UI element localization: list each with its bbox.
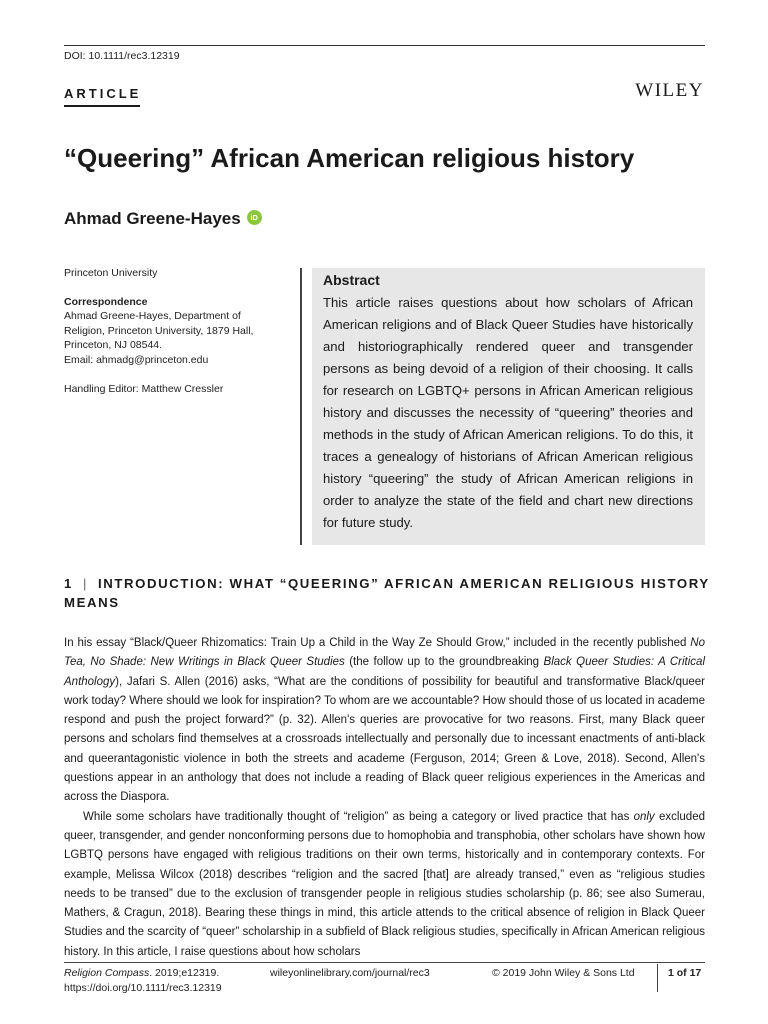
- paragraph-text: In his essay “Black/Queer Rhizomatics: Train Up a Child in the Way Ze Should Grow,” included in the recently published: [64, 637, 691, 649]
- article-type-label: ARTICLE: [64, 86, 142, 101]
- article-label-underline: [64, 105, 140, 107]
- paragraph-text: ), Jafari S. Allen (2016) asks, “What are the conditions of possibility for beautiful and transformative Black/queer work today? Where should we look for inspiration? To whom are we accountable? How should those of us located in academe respond and push the project forward?” (p. 32). Allen's queries are provocative for two reasons. First, many Black queer persons and scholars find themselves at a crossroads intellectually and personally due to incessant enactments of anti-black and queerantagonistic violence in both the streets and academe (Ferguson, 2014; Green & Love, 2018). Second, Allen's questions appear in an anthology that does not include a reading of Black queer religious experiences in the Americas and across the Diaspora.: [64, 675, 705, 804]
- paragraph-text: (the follow up to the groundbreaking: [344, 656, 544, 669]
- journal-name: Religion Compass: [64, 967, 150, 979]
- doi-link[interactable]: https://doi.org/10.1111/rec3.12319: [64, 982, 222, 994]
- section-heading: [64, 575, 714, 612]
- handling-editor: Handling Editor: Matthew Cressler: [64, 382, 224, 395]
- publisher-logo: WILEY: [635, 80, 704, 101]
- journal-site-link[interactable]: wileyonlinelibrary.com/journal/rec3: [270, 967, 430, 979]
- column-divider: [300, 268, 302, 545]
- author-line: [64, 209, 262, 229]
- correspondence-line: Ahmad Greene-Hayes, Department of: [64, 310, 241, 323]
- header-rule: [64, 45, 705, 46]
- copyright-notice: © 2019 John Wiley & Sons Ltd: [492, 967, 635, 979]
- correspondence-line: Religion, Princeton University, 1879 Hall,: [64, 324, 254, 337]
- orcid-icon[interactable]: iD: [247, 210, 262, 225]
- footer-rule: [64, 962, 705, 963]
- paragraph-text: excluded queer, transgender, and gender nonconforming persons due to homophobia and transphobia, other scholars have shown how LGBTQ persons have engaged with religious traditions on their own terms, historically and in contemporary contexts. For example, Melissa Wilcox (2018) describes “religion and the sacred [that] are already transed,” even as “religious studies needs to be transed” due to the exclusion of transgender people in religious studies scholarship (p. 86; see also Sumerau, Mathers, & Cragun, 2018). Bearing these things in mind, this article attends to the critical absence of religion in Black Queer Studies and the scarcity of “queer” scholarship in a subfield of Black religious studies, specifically in African American religious history. In this article, I raise questions about how scholars: [64, 810, 705, 958]
- correspondence-line: Princeton, NJ 08544.: [64, 339, 163, 352]
- author-name[interactable]: Ahmad Greene-Hayes: [64, 209, 241, 228]
- abstract-text: This article raises questions about how scholars of African American religions and of Black Queer Studies have historically and historiographically rendered queer and transgender persons as being devoid of a religion of their choosing. It calls for research on LGBTQ+ persons in African American religious history and discusses the necessity of “queering” theories and methods in the study of African American religions. To do this, it traces a genealogy of historians of African American religious history “queering” the study of African American religions in order to analyze the state of the field and chart new directions for future study.: [323, 295, 693, 530]
- paragraph: [64, 634, 705, 808]
- affiliation-block: [64, 266, 284, 396]
- book-title: No Tea, No Shade: New Writings in Black Queer Studies: [64, 637, 705, 669]
- section-number: 1: [64, 576, 73, 591]
- page-number: 1 of 17: [668, 967, 702, 979]
- paragraph-text: While some scholars have traditionally thought of “religion” as being a category or lived practice that has: [83, 810, 634, 823]
- institution: Princeton University: [64, 267, 158, 279]
- book-title: Black Queer Studies: A Critical Anthology: [64, 656, 706, 688]
- correspondence-email[interactable]: Email: ahmadg@princeton.edu: [64, 353, 209, 366]
- section-title: INTRODUCTION: WHAT “QUEERING” AFRICAN AMERICAN RELIGIOUS HISTORY MEANS: [64, 576, 710, 610]
- doi-text: DOI: 10.1111/rec3.12319: [64, 50, 180, 62]
- article-title: “Queering” African American religious history: [64, 143, 635, 173]
- body-text: [64, 634, 705, 962]
- emphasis: only: [633, 810, 655, 823]
- journal-citation: . 2019;e12319.: [149, 967, 220, 979]
- footer-citation: [64, 966, 222, 996]
- abstract-heading: Abstract: [323, 272, 380, 288]
- paragraph: [64, 808, 705, 962]
- abstract-box: [312, 268, 705, 545]
- section-separator: |: [82, 576, 88, 591]
- footer-divider: [657, 964, 658, 992]
- correspondence-label: Correspondence: [64, 295, 148, 308]
